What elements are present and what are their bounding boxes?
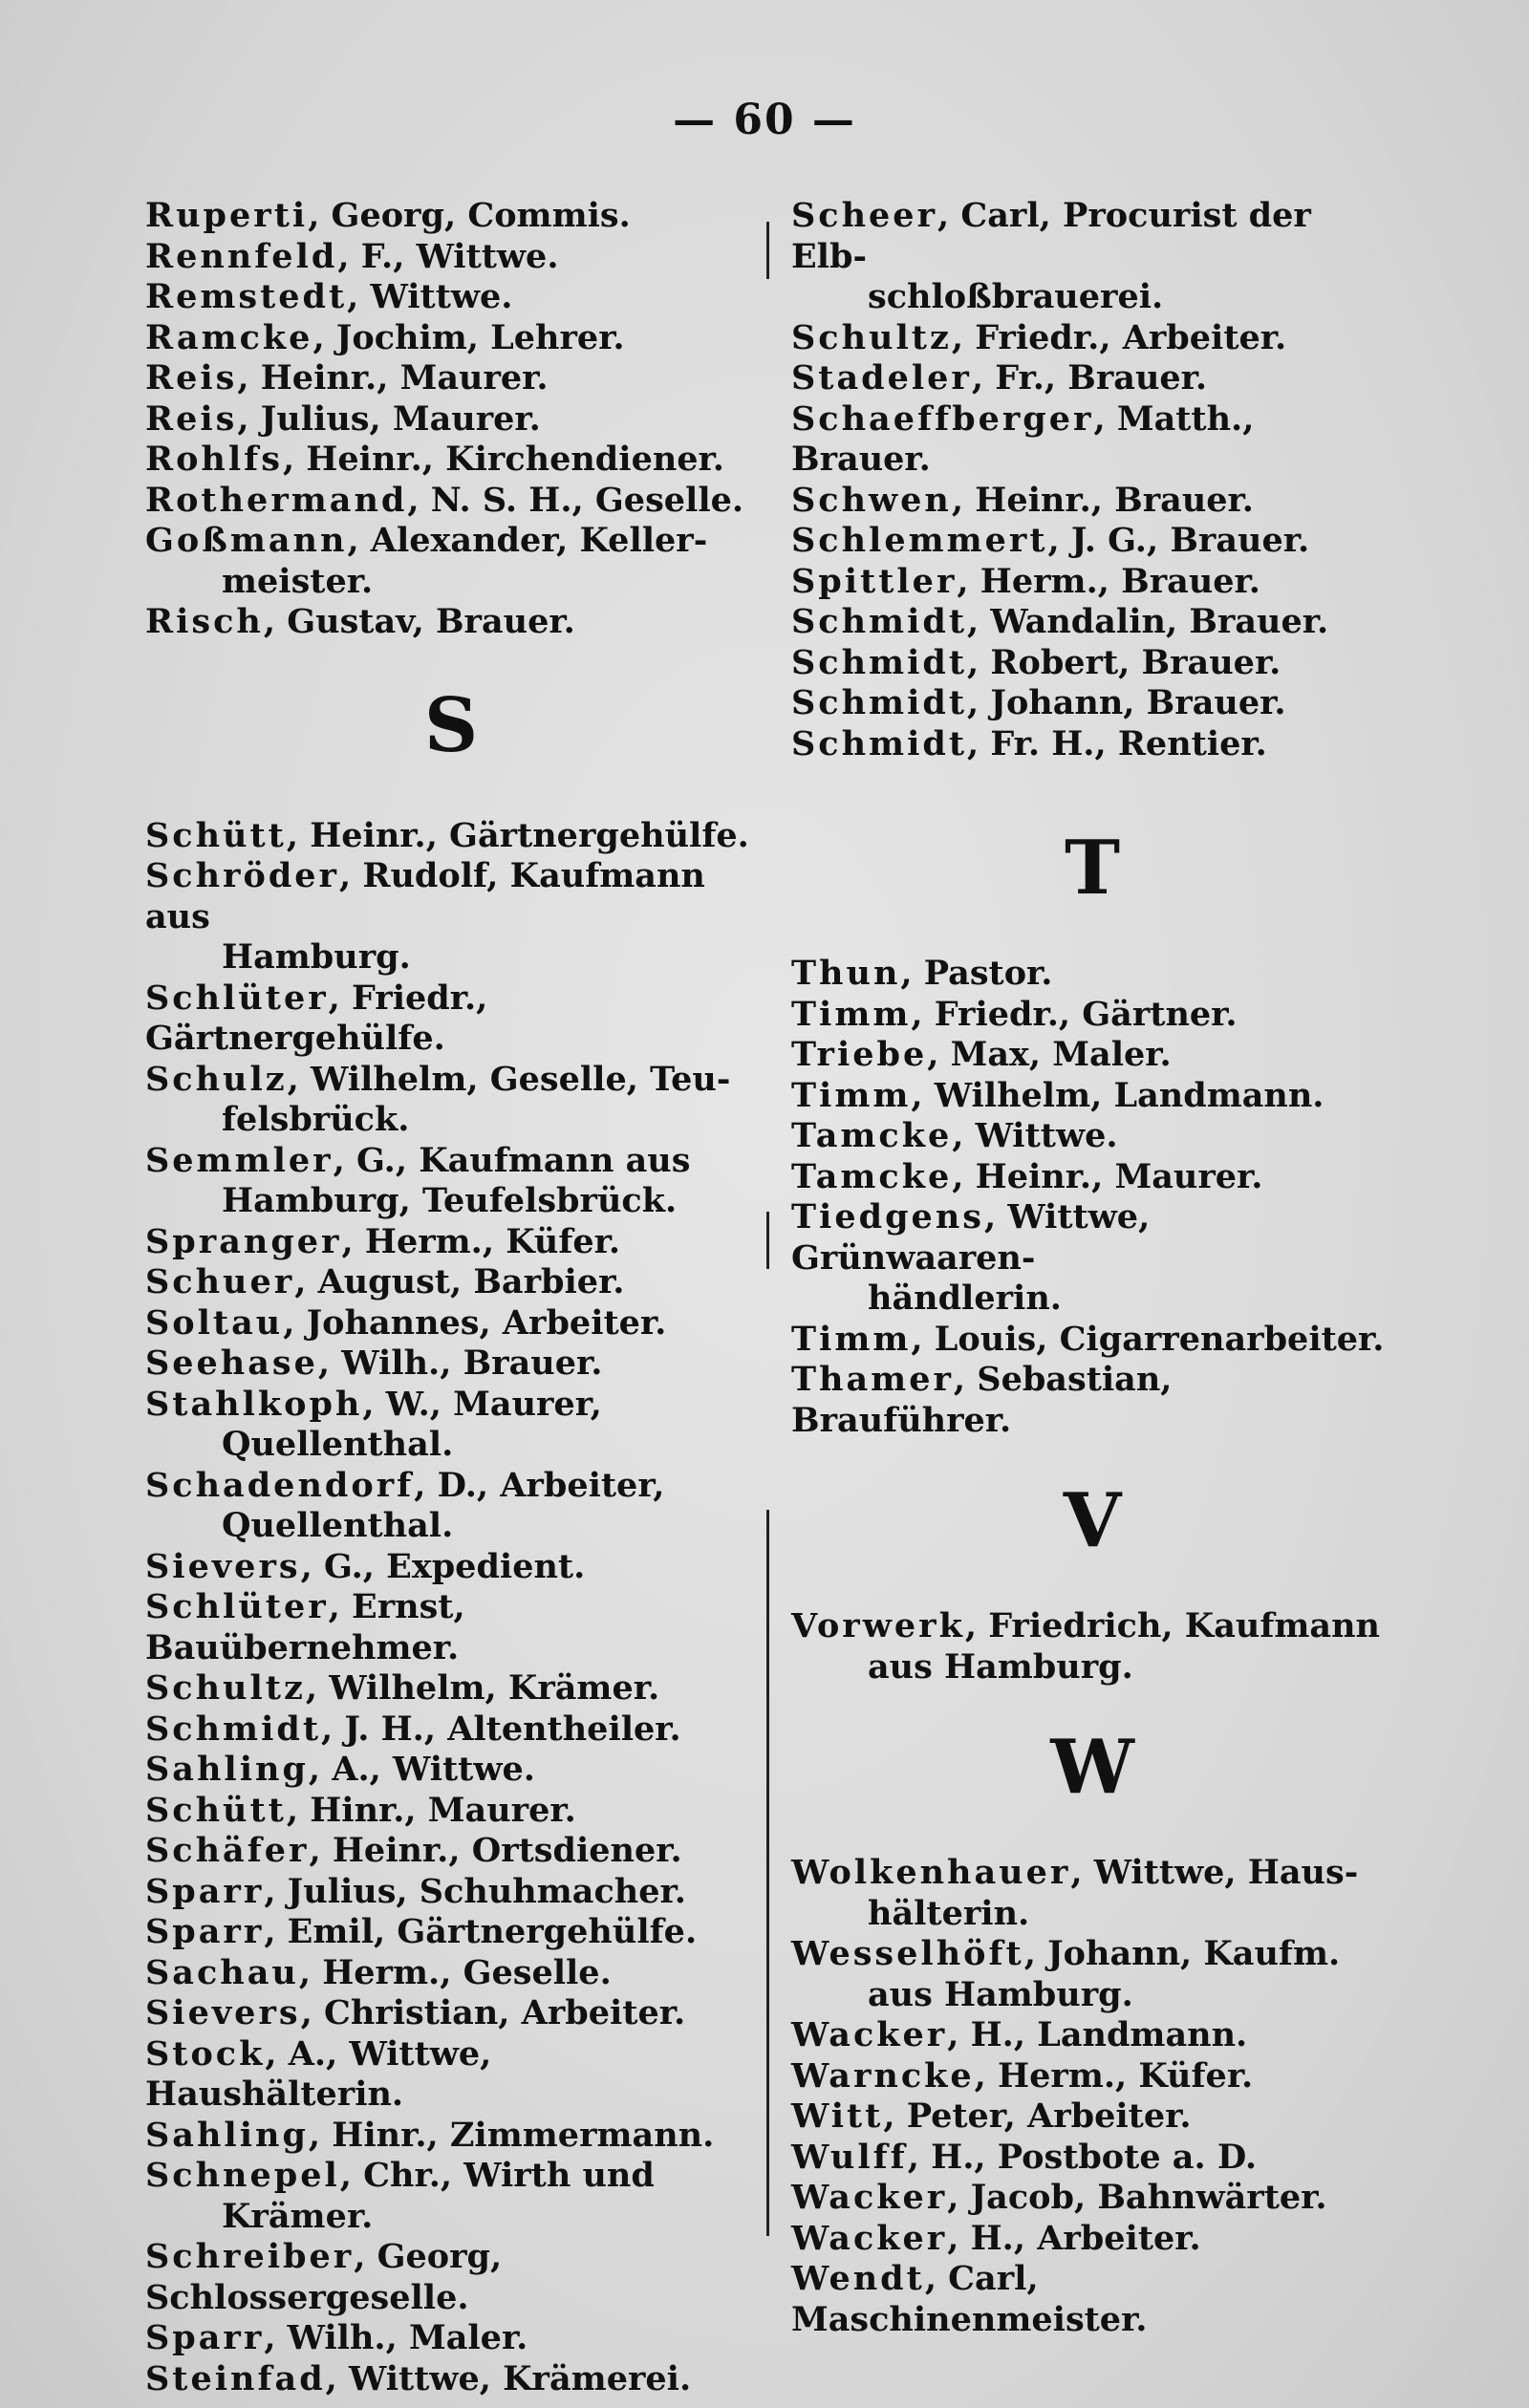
directory-entry: [791, 562, 1393, 603]
entry-details: , Heinr., Maurer.: [952, 1156, 1263, 1196]
entry-continuation: hälterin.: [868, 1893, 1030, 1933]
entry-surname: Wacker: [791, 2178, 948, 2217]
entry-surname: Reis: [145, 358, 238, 398]
entry-details: , Chr., Wirth und: [339, 2156, 655, 2195]
entry-surname: Spittler: [791, 561, 958, 601]
directory-entry: [145, 1587, 757, 1668]
entry-surname: Wesselhöft: [791, 1934, 1024, 1973]
entry-details: , Ernst, Bauübernehmer.: [145, 1587, 465, 1667]
entry-details: , Alexander, Keller-: [347, 521, 708, 560]
directory-entry: [145, 1547, 757, 1588]
directory-entry: [791, 1076, 1393, 1117]
entries-v-group: [791, 1606, 1393, 1688]
entry-surname: Timm: [791, 1319, 912, 1359]
entry-surname: Schmidt: [791, 723, 968, 763]
entry-surname: Wacker: [791, 2015, 948, 2054]
entry-details: , Georg, Schlossergeselle.: [145, 2237, 503, 2317]
directory-entry: [791, 2096, 1393, 2138]
entry-surname: Rothermand: [145, 480, 408, 520]
entry-details: , N. S. H., Geselle.: [407, 480, 744, 520]
directory-entry: [145, 1791, 757, 1832]
directory-entry: [145, 237, 757, 278]
entry-surname: Timm: [791, 1075, 912, 1115]
entry-details: , Fr. H., Rentier.: [967, 723, 1267, 763]
entry-surname: Rennfeld: [145, 236, 338, 276]
directory-entry: [791, 2138, 1393, 2179]
entry-surname: Ramcke: [145, 317, 313, 357]
entry-continuation: aus Hamburg.: [868, 1646, 1133, 1687]
entry-surname: Wolkenhauer: [791, 1853, 1071, 1892]
entry-surname: Schütt: [145, 815, 287, 855]
directory-entry: [145, 1385, 757, 1466]
entry-details: , Jacob, Bahnwärter.: [947, 2178, 1327, 2217]
entry-details: , H., Arbeiter.: [947, 2218, 1201, 2258]
column-divider-top: [766, 222, 769, 279]
directory-entry: [791, 2259, 1393, 2340]
entries-t-group: [791, 954, 1393, 1441]
entry-surname: Schmidt: [791, 642, 968, 682]
entry-details: , Friedr., Arbeiter.: [951, 317, 1287, 357]
entry-details: , Wittwe.: [347, 277, 513, 316]
directory-entry: [791, 643, 1393, 684]
entry-details: , Wittwe.: [952, 1116, 1118, 1155]
directory-entry: [145, 521, 757, 602]
entry-details: , Wilhelm, Geselle, Teu-: [287, 1059, 731, 1099]
entry-details: , Friedr., Gärtner.: [911, 994, 1238, 1034]
entry-surname: Steinfad: [145, 2358, 326, 2398]
entry-details: , Sebastian, Brauführer.: [791, 1360, 1173, 1440]
directory-entry: [145, 318, 757, 359]
directory-entry: [145, 358, 757, 399]
directory-entry: [791, 318, 1393, 359]
entry-continuation: Hamburg.: [222, 937, 411, 977]
directory-entry: [145, 602, 757, 643]
entry-details: , Wilh., Brauer.: [317, 1344, 603, 1383]
entry-surname: Thun: [791, 954, 901, 993]
entry-details: , Jochim, Lehrer.: [312, 317, 625, 357]
directory-entry: [791, 358, 1393, 399]
entry-surname: Tiedgens: [791, 1197, 984, 1236]
entries-r-group: [145, 196, 757, 643]
entry-details: , Julius, Schuhmacher.: [264, 1871, 686, 1911]
section-heading-s: S: [423, 681, 479, 769]
directory-entry: [791, 1934, 1393, 2015]
entry-surname: Remstedt: [145, 277, 348, 316]
section-heading-w: W: [1050, 1724, 1134, 1811]
entry-details: , Wittwe, Grünwaaren-: [791, 1197, 1151, 1278]
entry-details: , A., Wittwe.: [308, 1750, 535, 1789]
entry-details: , Hinr., Zimmermann.: [308, 2115, 715, 2155]
entry-details: , Herm., Brauer.: [957, 561, 1260, 601]
entry-continuation: felsbrück.: [222, 1100, 410, 1139]
directory-entry: [145, 1668, 757, 1709]
directory-entry: [145, 1060, 757, 1141]
directory-entry: [791, 602, 1393, 643]
entries-w-group: [791, 1853, 1393, 2340]
directory-entry: [145, 1912, 757, 1953]
entry-details: , W., Maurer,: [362, 1384, 602, 1424]
entry-details: , A., Wittwe, Haushälterin.: [145, 2033, 492, 2114]
entry-details: , Fr., Brauer.: [971, 358, 1208, 398]
section-heading-v: V: [1063, 1477, 1122, 1564]
entry-surname: Scheer: [791, 196, 938, 235]
directory-entry: [791, 2219, 1393, 2260]
directory-entry: [145, 2116, 757, 2157]
entry-surname: Seehase: [145, 1344, 318, 1383]
entry-surname: Tamcke: [791, 1116, 953, 1155]
directory-entry: [145, 816, 757, 857]
entry-continuation: Quellenthal.: [222, 1506, 454, 1545]
directory-entry: [145, 399, 757, 441]
directory-entry: [791, 196, 1393, 318]
entry-surname: Spranger: [145, 1221, 342, 1261]
directory-entry: [145, 1953, 757, 1994]
entry-surname: Stahlkoph: [145, 1384, 363, 1424]
directory-entry: [145, 978, 757, 1060]
entry-surname: Reis: [145, 398, 238, 439]
directory-entry: [145, 1344, 757, 1385]
entry-surname: Schütt: [145, 1790, 287, 1830]
entry-continuation: Quellenthal.: [222, 1425, 454, 1464]
directory-entry: [791, 1853, 1393, 1934]
entry-details: , Johann, Kaufm.: [1023, 1934, 1341, 1973]
column-divider-middle: [766, 1212, 769, 1269]
entry-details: , Johannes, Arbeiter.: [283, 1302, 667, 1343]
directory-entry: [145, 1831, 757, 1872]
directory-entry: [145, 1141, 757, 1222]
directory-entry: [791, 2015, 1393, 2056]
entry-details: , Wilhelm, Landmann.: [911, 1075, 1324, 1115]
entry-details: , Heinr., Kirchendiener.: [282, 440, 724, 479]
entry-details: , Emil, Gärtnergehülfe.: [264, 1912, 698, 1951]
entry-details: , H., Postbote a. D.: [907, 2137, 1258, 2177]
directory-entry: [145, 2034, 757, 2116]
entry-details: , Wittwe, Haus-: [1070, 1853, 1359, 1892]
entry-details: , Herm., Küfer.: [974, 2055, 1254, 2096]
directory-entry: [145, 440, 757, 481]
directory-entry: [145, 856, 757, 978]
entry-details: , Pastor.: [900, 954, 1053, 993]
entry-surname: Schmidt: [145, 1709, 322, 1749]
directory-entry: [145, 196, 757, 237]
directory-entry: [791, 1197, 1393, 1320]
entry-surname: Sparr: [145, 1912, 265, 1951]
entry-surname: Timm: [791, 994, 912, 1034]
entry-surname: Stadeler: [791, 358, 972, 398]
directory-entry: [791, 1157, 1393, 1198]
directory-entry: [791, 724, 1393, 765]
entry-surname: Sparr: [145, 1871, 265, 1911]
entry-surname: Schäfer: [145, 1831, 310, 1870]
entry-details: , August, Barbier.: [294, 1262, 625, 1301]
directory-entry: [145, 2318, 757, 2359]
entry-details: , H., Landmann.: [947, 2015, 1248, 2054]
entry-details: , J. G., Brauer.: [1047, 521, 1310, 560]
entry-details: , D., Arbeiter,: [414, 1465, 665, 1505]
entry-details: , Herm., Geselle.: [298, 1952, 612, 1992]
directory-entry: [145, 2237, 757, 2318]
entry-surname: Tamcke: [791, 1156, 953, 1196]
entry-details: , Wandalin, Brauer.: [967, 602, 1329, 641]
directory-entry: [145, 2359, 757, 2400]
entry-details: , F., Wittwe.: [337, 236, 559, 276]
entry-details: , Heinr., Ortsdiener.: [309, 1831, 682, 1870]
entry-details: , Wittwe, Krämerei.: [325, 2358, 692, 2398]
directory-entry: [791, 995, 1393, 1036]
entry-details: , Heinr., Brauer.: [951, 480, 1254, 520]
entry-continuation: schloßbrauerei.: [868, 277, 1164, 316]
entry-surname: Schultz: [791, 317, 952, 357]
entry-surname: Schwen: [791, 480, 952, 520]
entry-details: , Wilh., Maler.: [264, 2318, 528, 2357]
entry-surname: Schreiber: [145, 2237, 355, 2276]
entry-details: , Gustav, Brauer.: [263, 602, 575, 641]
entry-details: , Friedr., Gärtnergehülfe.: [145, 978, 488, 1058]
directory-entry: [145, 1993, 757, 2034]
entry-surname: Soltau: [145, 1302, 284, 1343]
left-column: [145, 196, 757, 2399]
entry-details: , Robert, Brauer.: [967, 642, 1281, 682]
entry-details: , Heinr., Gärtnergehülfe.: [286, 815, 749, 855]
entry-continuation: Hamburg, Teufelsbrück.: [222, 1181, 678, 1220]
directory-entry: [145, 1750, 757, 1791]
entry-details: , Julius, Maurer.: [237, 398, 541, 439]
right-column: [791, 196, 1393, 2340]
entry-surname: Sparr: [145, 2318, 265, 2357]
directory-entry: [791, 954, 1393, 995]
entry-surname: Schlüter: [145, 978, 329, 1018]
entry-surname: Ruperti: [145, 196, 309, 235]
entry-surname: Schuer: [145, 1262, 295, 1301]
entry-details: , Carl, Maschinenmeister.: [791, 2259, 1148, 2339]
entry-surname: Sievers: [145, 1993, 301, 2032]
entries-s-continued-group: [791, 196, 1393, 764]
entry-details: , Louis, Cigarrenarbeiter.: [911, 1319, 1385, 1359]
entry-details: , J. H., Altentheiler.: [321, 1709, 681, 1749]
entry-surname: Goßmann: [145, 521, 348, 560]
directory-entry: [145, 1303, 757, 1344]
directory-entry: [791, 481, 1393, 522]
directory-entry: [791, 1116, 1393, 1157]
entry-details: , Carl, Procurist der Elb-: [791, 196, 1311, 276]
entry-continuation: aus Hamburg.: [868, 1974, 1133, 2014]
entry-surname: Risch: [145, 602, 264, 641]
entry-details: , G., Expedient.: [300, 1546, 586, 1586]
entry-surname: Sachau: [145, 1952, 299, 1992]
directory-entry: [145, 1466, 757, 1547]
column-divider-bottom: [766, 1510, 769, 2236]
entry-surname: Stock: [145, 2033, 266, 2074]
directory-entry: [791, 2178, 1393, 2219]
entry-continuation: meister.: [222, 561, 374, 601]
directory-entry: [145, 2156, 757, 2237]
entry-surname: Schnepel: [145, 2156, 340, 2195]
entry-details: , Max, Maler.: [927, 1035, 1172, 1074]
entry-surname: Schröder: [145, 856, 339, 895]
directory-entry: [791, 521, 1393, 562]
entry-details: , Peter, Arbeiter.: [883, 2096, 1192, 2136]
entry-surname: Schlüter: [145, 1587, 329, 1626]
entry-details: , Georg, Commis.: [308, 196, 631, 235]
entry-details: , Wilhelm, Krämer.: [305, 1668, 660, 1708]
entry-details: , G., Kaufmann aus: [333, 1140, 691, 1180]
entry-details: , Herm., Küfer.: [341, 1221, 621, 1261]
entry-surname: Wulff: [791, 2137, 908, 2177]
directory-entry: [791, 1606, 1393, 1688]
directory-entry: [791, 683, 1393, 724]
entry-surname: Sahling: [145, 2115, 309, 2155]
entry-continuation: Krämer.: [222, 2196, 374, 2236]
entry-surname: Schmidt: [791, 602, 968, 641]
entry-details: , Hinr., Maurer.: [286, 1790, 576, 1830]
directory-entry: [791, 399, 1393, 481]
page-number: — 60 —: [673, 96, 856, 144]
entry-surname: Schaeffberger: [791, 398, 1094, 439]
entry-details: , Christian, Arbeiter.: [300, 1993, 686, 2032]
entry-surname: Wacker: [791, 2218, 948, 2258]
entry-surname: Schulz: [145, 1059, 288, 1099]
entry-details: , Friedrich, Kaufmann: [964, 1606, 1380, 1645]
directory-entry: [145, 277, 757, 318]
section-heading-t: T: [1064, 825, 1121, 912]
directory-entry: [145, 1222, 757, 1263]
entry-surname: Rohlfs: [145, 440, 283, 479]
entry-surname: Vorwerk: [791, 1606, 965, 1645]
entry-surname: Schlemmert: [791, 521, 1048, 560]
entry-surname: Triebe: [791, 1035, 928, 1074]
entry-surname: Schadendorf: [145, 1465, 415, 1505]
entry-surname: Semmler: [145, 1140, 334, 1180]
entries-s-group: [145, 816, 757, 2400]
entry-details: , Rudolf, Kaufmann aus: [145, 856, 705, 936]
entry-surname: Thamer: [791, 1360, 954, 1399]
directory-entry: [145, 1262, 757, 1303]
entry-continuation: händlerin.: [868, 1279, 1062, 1318]
entry-details: , Matth., Brauer.: [791, 398, 1255, 479]
directory-entry: [791, 1320, 1393, 1361]
directory-entry: [791, 1360, 1393, 1441]
entry-surname: Sievers: [145, 1546, 301, 1586]
directory-entry: [791, 1035, 1393, 1076]
directory-entry: [791, 2056, 1393, 2097]
entry-details: , Johann, Brauer.: [967, 683, 1286, 722]
entry-surname: Witt: [791, 2096, 884, 2136]
entry-surname: Schmidt: [791, 683, 968, 722]
directory-entry: [145, 481, 757, 522]
entry-surname: Warncke: [791, 2055, 975, 2096]
entry-surname: Schultz: [145, 1668, 306, 1708]
entry-surname: Sahling: [145, 1750, 309, 1789]
entry-details: , Heinr., Maurer.: [237, 358, 549, 398]
directory-entry: [145, 1709, 757, 1751]
directory-entry: [145, 1872, 757, 1913]
entry-surname: Wendt: [791, 2259, 925, 2298]
